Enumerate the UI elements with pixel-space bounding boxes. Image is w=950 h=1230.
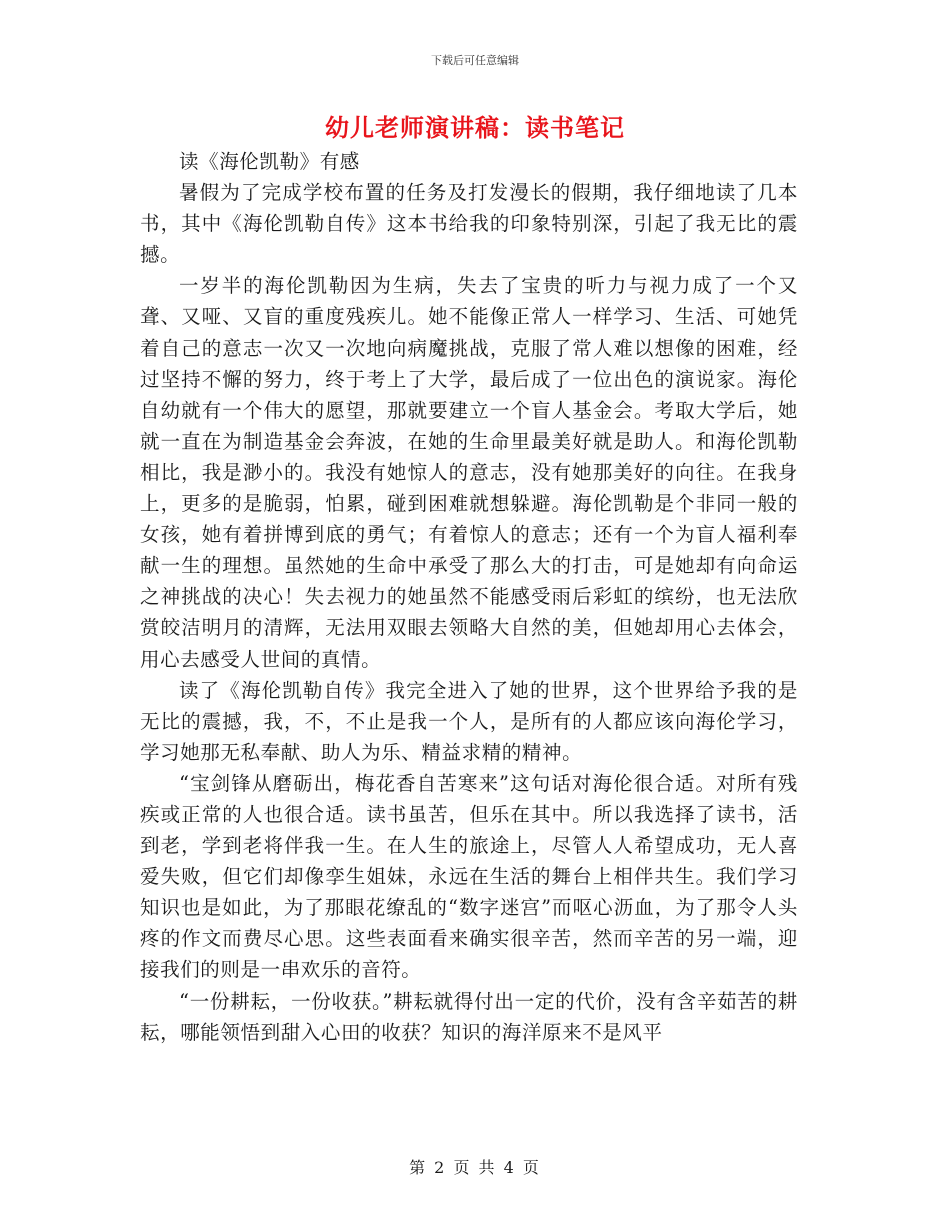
- document-body: [140, 146, 798, 1048]
- body-paragraph: “宝剑锋从磨砺出，梅花香自苦寒来”这句话对海伦很合适。对所有残疾或正常的人也很合适。读书虽苦，但乐在其中。所以我选择了读书，活到老，学到老将伴我一生。在人生的旅途上，尽管人人希望成功，无人喜爱失败，但它们却像孪生姐妹，永远在生活的舞台上相伴共生。我们学习知识也是如此，为了那眼花缭乱的“数字迷宫”而呕心沥血，为了那令人头疼的作文而费尽心思。这些表面看来确实很辛苦，然而辛苦的另一端，迎接我们的则是一串欢乐的音符。: [140, 771, 798, 982]
- document-title: 幼儿老师演讲稿：读书笔记: [325, 113, 625, 142]
- page-footer: 第 2 页 共 4 页: [409, 1158, 541, 1177]
- subtitle-paragraph: 读《海伦凯勒》有感: [179, 150, 360, 173]
- body-paragraph: 暑假为了完成学校布置的任务及打发漫长的假期，我仔细地读了几本书，其中《海伦凯勒自传》这本书给我的印象特别深，引起了我无比的震撼。: [140, 181, 798, 267]
- page-header: 下载后可任意编辑: [431, 54, 519, 67]
- body-paragraph: 一岁半的海伦凯勒因为生病，失去了宝贵的听力与视力成了一个又聋、又哑、又盲的重度残疾儿。她不能像正常人一样学习、生活、可她凭着自己的意志一次又一次地向病魔挑战，克服了常人难以想像的困难，经过坚持不懈的努力，终于考上了大学，最后成了一位出色的演说家。海伦自幼就有一个伟大的愿望，那就要建立一个盲人基金会。考取大学后，她就一直在为制造基金会奔波，在她的生命里最美好就是助人。和海伦凯勒相比，我是渺小的。我没有她惊人的意志，没有她那美好的向往。在我身上，更多的是脆弱，怕累，碰到困难就想躲避。海伦凯勒是个非同一般的女孩，她有着拼博到底的勇气；有着惊人的意志；还有一个为盲人福利奉献一生的理想。虽然她的生命中承受了那么大的打击，可是她却有向命运之神挑战的决心！失去视力的她虽然不能感受雨后彩虹的缤纷，也无法欣赏皎洁明月的清辉，无法用双眼去领略大自然的美，但她却用心去体会，用心去感受人世间的真情。: [140, 274, 798, 671]
- body-paragraph: “一份耕耘，一份收获。”耕耘就得付出一定的代价，没有含辛茹苦的耕耘，哪能领悟到甜入心田的收获？知识的海洋原来不是风平: [140, 989, 798, 1044]
- body-paragraph: 读了《海伦凯勒自传》我完全进入了她的世界，这个世界给予我的是无比的震撼，我，不，不止是我一个人，是所有的人都应该向海伦学习，学习她那无私奉献、助人为乐、精益求精的精神。: [140, 678, 798, 764]
